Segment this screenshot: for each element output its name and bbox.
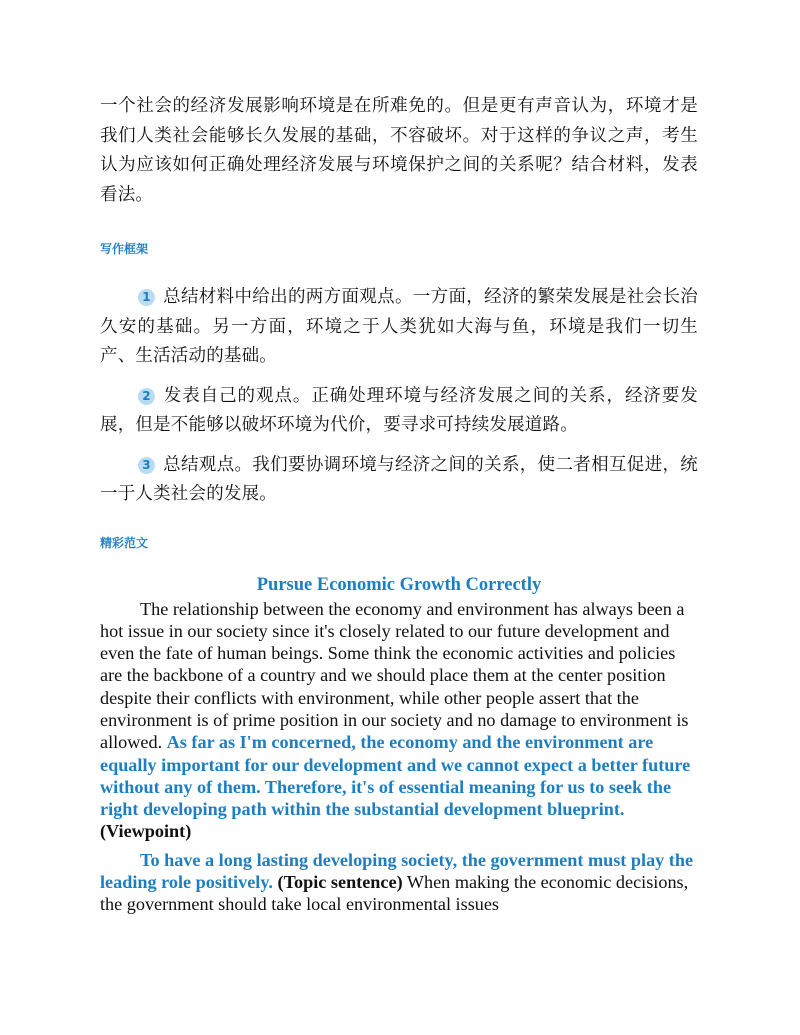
essay-paragraph-2 xyxy=(100,849,698,916)
framework-item-1-text: 总结材料中给出的两方面观点。一方面，经济的繁荣发展是社会长治久安的基础。另一方面，环境之于人类犹如大海与鱼，环境是我们一切生产、生活活动的基础。 xyxy=(100,287,698,366)
essay-title: Pursue Economic Growth Correctly xyxy=(256,574,542,595)
framework-item-1 xyxy=(100,283,698,372)
essay-paragraph-1 xyxy=(100,598,698,843)
essay-p1-text: The relationship between the economy and environment has always been a hot issue in our society since it's closely related to our future development and even the fate of human beings. Some think the economic activities and policies are the backbone of a country and we should place them at the center position despite their conflicts with environment, while other people assert that the environment is of prime position in our society and no damage to environment is allowed. xyxy=(100,598,689,753)
framework-item-2-text: 发表自己的观点。正确处理环境与经济发展之间的关系，经济要发展，但是不能够以破坏环境为代价，要寻求可持续发展道路。 xyxy=(100,385,698,435)
number-badge-3-icon: 3 xyxy=(138,457,155,474)
sample-label: 精彩范文 xyxy=(100,535,149,550)
essay-p1-highlight: As far as I'm concerned, the economy and the environment are equally important for our development and we cannot expect a better future without any of them. Therefore, it's of essential meaning for us to seek the right developing path within the substantial development blueprint. xyxy=(100,732,691,820)
intro-paragraph: 一个社会的经济发展影响环境是在所难免的。但是更有声音认为，环境才是我们人类社会能够长久发展的基础，不容破坏。对于这样的争议之声，考生认为应该如何正确处理经济发展与环境保护之间的关系呢？结合材料，发表看法。 xyxy=(100,96,698,205)
framework-list xyxy=(100,283,698,510)
framework-item-2 xyxy=(100,382,698,441)
framework-item-3-text: 总结观点。我们要协调环境与经济之间的关系，使二者相互促进，统一于人类社会的发展。 xyxy=(100,454,698,504)
framework-label: 写作框架 xyxy=(100,242,149,256)
number-badge-1-icon: 1 xyxy=(138,289,155,306)
essay-p2-highlight: To have a long lasting developing society, the government must play the leading role positively. xyxy=(100,849,694,893)
essay-p1-tag: (Viewpoint) xyxy=(100,821,192,842)
document-page xyxy=(100,92,698,916)
essay-p2-text: When making the economic decisions, the government should take local environmental issues xyxy=(100,872,689,915)
number-badge-2-icon: 2 xyxy=(138,388,155,405)
framework-item-3 xyxy=(100,451,698,510)
essay-p2-tag: (Topic sentence) xyxy=(277,872,403,893)
